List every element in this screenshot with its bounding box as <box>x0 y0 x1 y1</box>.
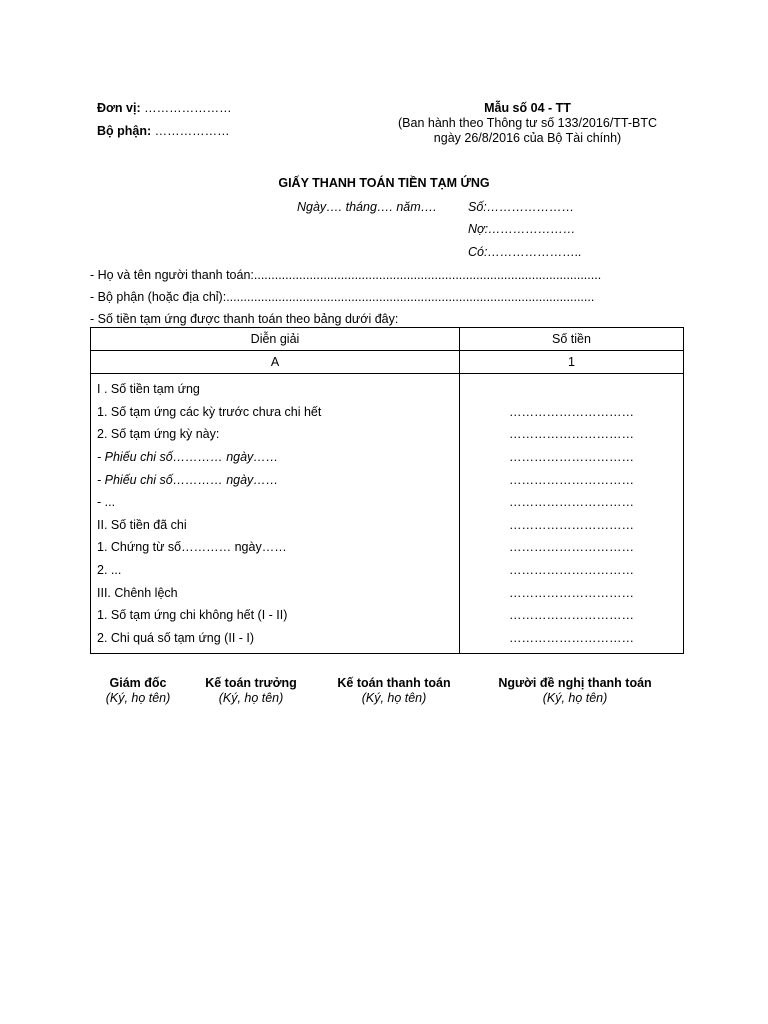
table-row <box>91 627 684 654</box>
signature-note: (Ký, họ tên) <box>105 691 171 705</box>
unit-line <box>97 101 232 115</box>
table-row <box>91 604 684 627</box>
signature-note: (Ký, họ tên) <box>218 691 284 705</box>
row-amount: ………………………… <box>460 446 684 469</box>
table-row <box>91 374 684 401</box>
row-description: - ... <box>91 491 460 514</box>
issued-line-2: ngày 26/8/2016 của Bộ Tài chính) <box>433 131 622 145</box>
signature-title: Kế toán thanh toán <box>337 676 451 690</box>
row-amount: ………………………… <box>460 514 684 537</box>
signature-payment-accountant <box>326 676 462 706</box>
row-amount: ………………………… <box>460 401 684 424</box>
signature-title: Giám đốc <box>109 676 167 690</box>
payer-name-line: - Họ và tên người thanh toán:.................................................................................................... <box>90 268 602 282</box>
column-header-amount: Số tiền <box>460 328 684 351</box>
number-line: Số:………………… <box>468 200 575 214</box>
row-amount: ………………………… <box>460 423 684 446</box>
column-code-description: A <box>91 351 460 374</box>
row-amount: ………………………… <box>460 536 684 559</box>
table-row <box>91 514 684 537</box>
unit-value: ………………… <box>140 101 232 115</box>
row-amount: ………………………… <box>460 559 684 582</box>
department-value: ……………… <box>151 124 230 138</box>
row-amount: ………………………… <box>460 491 684 514</box>
table-body <box>91 374 684 654</box>
table-row <box>91 491 684 514</box>
column-header-description: Diễn giải <box>91 328 460 351</box>
row-description: 1. Số tạm ứng các kỳ trước chưa chi hết <box>91 401 460 424</box>
signature-requester <box>488 676 662 706</box>
table-row <box>91 446 684 469</box>
table-row <box>91 401 684 424</box>
row-description: 1. Số tạm ứng chi không hết (I - II) <box>91 604 460 627</box>
signature-note: (Ký, họ tên) <box>542 691 608 705</box>
table-row <box>91 559 684 582</box>
table-subheader-row <box>91 351 684 374</box>
issued-line-1: (Ban hành theo Thông tư số 133/2016/TT-BTC <box>398 116 657 130</box>
table-header-row <box>91 328 684 351</box>
amount-intro-line: - Số tiền tạm ứng được thanh toán theo bảng dưới đây: <box>90 312 399 326</box>
row-description: - Phiếu chi số………… ngày…… <box>91 446 460 469</box>
date-line: Ngày…. tháng…. năm…. <box>297 200 437 214</box>
row-amount: ………………………… <box>460 627 684 654</box>
table-row <box>91 581 684 604</box>
row-amount: ………………………… <box>460 468 684 491</box>
table-row <box>91 468 684 491</box>
form-info <box>380 101 675 146</box>
signature-director <box>88 676 188 706</box>
table-row <box>91 536 684 559</box>
credit-line: Có:………………….. <box>468 245 582 259</box>
row-amount: ………………………… <box>460 581 684 604</box>
row-description: 2. ... <box>91 559 460 582</box>
column-code-amount: 1 <box>460 351 684 374</box>
row-description: 2. Chi quá số tạm ứng (II - I) <box>91 627 460 654</box>
row-description: 1. Chứng từ số………… ngày…… <box>91 536 460 559</box>
row-amount: ………………………… <box>460 604 684 627</box>
row-description: I . Số tiền tạm ứng <box>91 374 460 401</box>
unit-label: Đơn vị: <box>97 101 141 115</box>
advance-settlement-table <box>90 327 684 654</box>
row-description: - Phiếu chi số………… ngày…… <box>91 468 460 491</box>
row-description: 2. Số tạm ứng kỳ này: <box>91 423 460 446</box>
signature-chief-accountant <box>196 676 306 706</box>
debit-line: Nợ:………………… <box>468 222 576 236</box>
department-label: Bộ phận: <box>97 124 152 138</box>
department-line <box>97 124 230 138</box>
row-description: II. Số tiền đã chi <box>91 514 460 537</box>
row-description: III. Chênh lệch <box>91 581 460 604</box>
department-address-line: - Bộ phận (hoặc địa chỉ):.......................................................................................................... <box>90 290 595 304</box>
row-amount <box>460 374 684 401</box>
signature-note: (Ký, họ tên) <box>361 691 427 705</box>
document-title: GIẤY THANH TOÁN TIỀN TẠM ỨNG <box>278 176 490 190</box>
signature-title: Người đề nghị thanh toán <box>498 676 652 690</box>
signature-title: Kế toán trưởng <box>205 676 297 690</box>
table-row <box>91 423 684 446</box>
form-number: Mẫu số 04 - TT <box>484 101 571 115</box>
